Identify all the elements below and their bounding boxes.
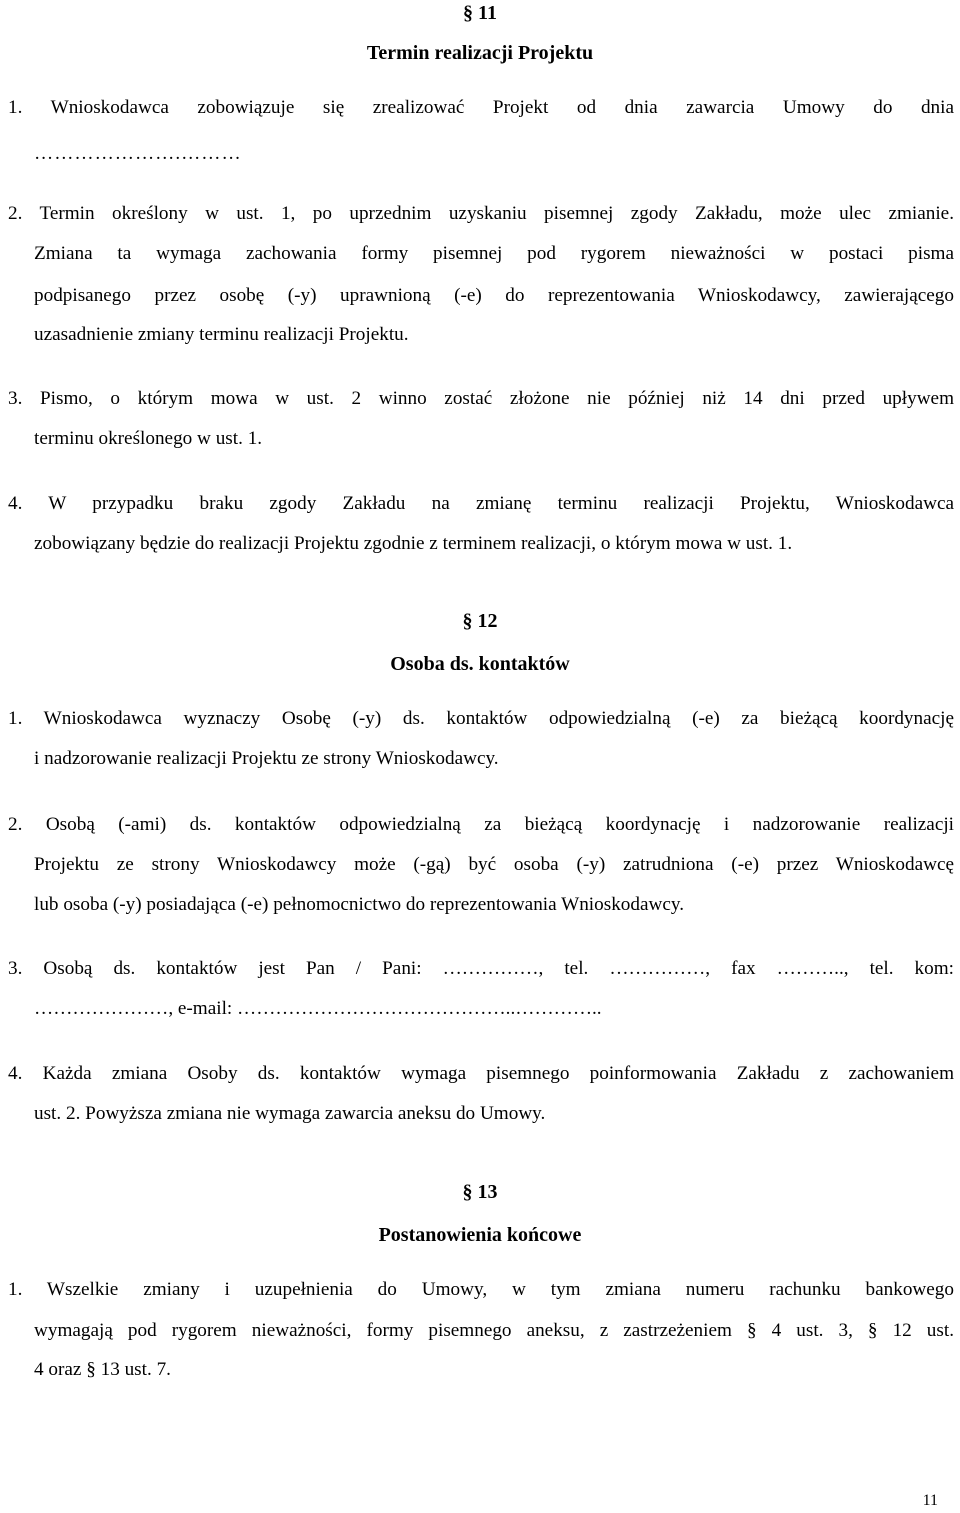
section-11-line-2: ………………….……… — [34, 143, 242, 164]
section-12-line-7: …………………, e-mail: ……………………………………..………….. — [34, 998, 602, 1019]
section-11-line-5: podpisanego przez osobę (-y) uprawnioną (-e) do reprezentowania Wnioskodawcy, zawierającego — [34, 285, 954, 306]
section-11-line-4: Zmiana ta wymaga zachowania formy pisemnej pod rygorem nieważności w postaci pisma — [34, 243, 954, 264]
section-11-line-1: 1. Wnioskodawca zobowiązuje się zrealizować Projekt od dnia zawarcia Umowy do dnia — [8, 97, 954, 118]
section-11-line-6: uzasadnienie zmiany terminu realizacji Projektu. — [34, 324, 409, 345]
section-12-line-3: 2. Osobą (-ami) ds. kontaktów odpowiedzialną za bieżącą koordynację i nadzorowanie realizacji — [8, 814, 954, 835]
section-12-line-2: i nadzorowanie realizacji Projektu ze strony Wnioskodawcy. — [34, 748, 499, 769]
section-13-line-1: 1. Wszelkie zmiany i uzupełnienia do Umowy, w tym zmiana numeru rachunku bankowego — [8, 1279, 954, 1300]
section-12-line-1: 1. Wnioskodawca wyznaczy Osobę (-y) ds. kontaktów odpowiedzialną (-e) za bieżącą koordynację — [8, 708, 954, 729]
page-number: 11 — [922, 1492, 938, 1509]
section-12-line-9: ust. 2. Powyższa zmiana nie wymaga zawarcia aneksu do Umowy. — [34, 1103, 546, 1124]
section-11-line-3: 2. Termin określony w ust. 1, po uprzednim uzyskaniu pisemnej zgody Zakładu, może ulec zmianie. — [8, 203, 954, 224]
section-12-line-4: Projektu ze strony Wnioskodawcy może (-gą) być osoba (-y) zatrudniona (-e) przez Wnioskodawcę — [34, 854, 954, 875]
section-11-line-9: 4. W przypadku braku zgody Zakładu na zmianę terminu realizacji Projektu, Wnioskodawca — [8, 493, 954, 514]
section-12-title: Osoba ds. kontaktów — [390, 653, 570, 675]
section-13-title: Postanowienia końcowe — [378, 1224, 582, 1246]
section-13-line-3: 4 oraz § 13 ust. 7. — [34, 1359, 171, 1380]
section-11-number: § 11 — [463, 2, 497, 24]
section-13-line-2: wymagają pod rygorem nieważności, formy pisemnego aneksu, z zastrzeżeniem § 4 ust. 3, § 12 ust. — [34, 1320, 954, 1341]
section-11-line-8: terminu określonego w ust. 1. — [34, 428, 263, 449]
section-12-line-8: 4. Każda zmiana Osoby ds. kontaktów wymaga pisemnego poinformowania Zakładu z zachowaniem — [8, 1063, 954, 1084]
section-11-title: Termin realizacji Projektu — [366, 42, 594, 64]
section-12-line-6: 3. Osobą ds. kontaktów jest Pan / Pani: ……………, tel. ……………, fax ……….., tel. kom: — [8, 958, 954, 979]
section-13-number: § 13 — [462, 1181, 498, 1203]
section-11-line-10: zobowiązany będzie do realizacji Projektu zgodnie z terminem realizacji, o którym mowa w ust. 1. — [34, 533, 793, 554]
section-12-line-5: lub osoba (-y) posiadająca (-e) pełnomocnictwo do reprezentowania Wnioskodawcy. — [34, 894, 685, 915]
section-12-number: § 12 — [462, 610, 498, 632]
section-11-line-7: 3. Pismo, o którym mowa w ust. 2 winno zostać złożone nie później niż 14 dni przed upływem — [8, 388, 954, 409]
